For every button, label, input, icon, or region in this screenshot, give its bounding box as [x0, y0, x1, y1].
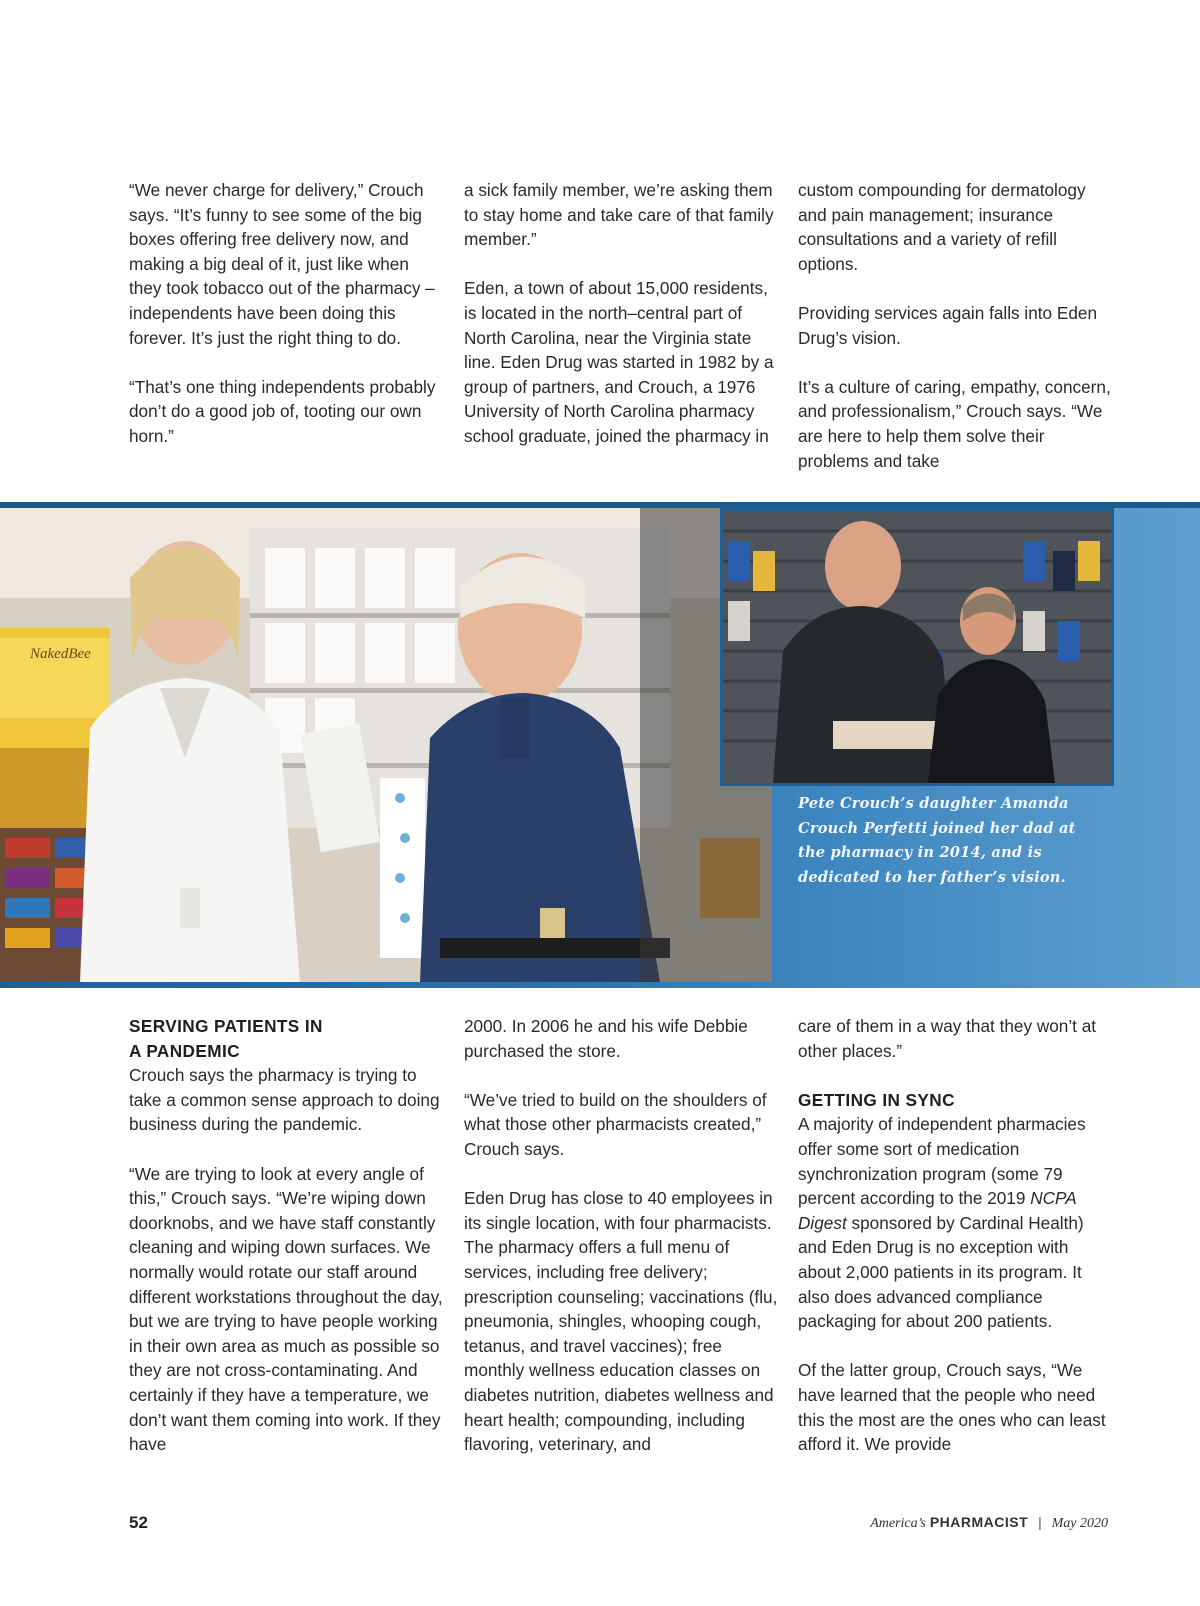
store-aisle-illustration: [723, 511, 1111, 783]
page-number: 52: [129, 1513, 148, 1532]
pharmacy-scene-illustration: [0, 508, 772, 982]
top-column-1: [129, 178, 444, 449]
publication-name-prefix: America’s: [870, 1516, 926, 1531]
paragraph: a sick family member, we’re asking them to stay home and take care of that family member.”: [464, 180, 774, 250]
paragraph: It’s a culture of caring, empathy, concern, and professionalism,” Crouch says. “We are here to help them solve their problems and take: [798, 376, 1111, 471]
paragraph: [798, 1112, 1113, 1333]
issue-date: May 2020: [1051, 1516, 1108, 1531]
father-and-customer-inset-photo: [720, 508, 1114, 786]
top-column-3: [798, 178, 1113, 473]
text-run: sponsored by Cardinal Health) and Eden Drug is no exception with about 2,000 patients in its program. It also does advanced compliance packaging for about 200 patients.: [798, 1212, 1084, 1332]
paragraph: custom compounding for dermatology and pain management; insurance consultations and a variety of refill options.: [798, 180, 1086, 274]
top-column-2: [464, 178, 779, 449]
paragraph: “We never charge for delivery,” Crouch says. “It’s funny to see some of the big boxes offering free delivery now, and making a big deal of it, just like when they took tobacco out of the pharmacy – independents have been doing this forever. It’s just the right thing to do.: [129, 180, 435, 348]
paragraph: Eden Drug has close to 40 employees in its single location, with four pharmacists. The pharmacy offers a full menu of services, including free delivery; prescription counseling; vaccinations (flu, pneumonia, shingles, whooping cough, tetanus, and travel vaccines); free monthly wellness education classes on diabetes nutrition, diabetes wellness and heart health; compounding, including flavoring, veterinary, and: [464, 1188, 778, 1455]
paragraph: Of the latter group, Crouch says, “We have learned that the people who need this the most are the ones who can least afford it. We provide: [798, 1360, 1106, 1455]
running-footer: [870, 1514, 1108, 1532]
paragraph: care of them in a way that they won’t at other places.”: [798, 1016, 1097, 1061]
paragraph: 2000. In 2006 he and his wife Debbie purchased the store.: [464, 1016, 748, 1061]
section-heading: [129, 1014, 444, 1063]
pharmacist-with-customer-photo: [0, 508, 772, 982]
paragraph: “That’s one thing independents probably don’t do a good job of, tooting our own horn.”: [129, 376, 436, 446]
text-run: A majority of independent pharmacies offer some sort of medication synchronization program (some 79 percent according to the 2019: [798, 1114, 1086, 1209]
heading-line-2: A PANDEMIC: [129, 1040, 240, 1061]
photo-caption: Pete Crouch’s daughter Amanda Crouch Perfetti joined her dad at the pharmacy in 2014, and is dedicated to her father’s vision.: [798, 795, 1076, 886]
heading-line-1: SERVING PATIENTS IN: [129, 1016, 323, 1036]
bottom-column-3: [798, 1014, 1113, 1457]
publication-name: PHARMACIST: [929, 1514, 1029, 1530]
bottom-column-1: [129, 1014, 444, 1457]
bottom-column-2: [464, 1014, 779, 1457]
paragraph: “We’ve tried to build on the shoulders of what those other pharmacists created,” Crouch says.: [464, 1089, 767, 1159]
paragraph: Crouch says the pharmacy is trying to take a common sense approach to doing business during the pandemic.: [129, 1065, 440, 1135]
paragraph: Providing services again falls into Eden Drug’s vision.: [798, 302, 1098, 348]
paragraph: Eden, a town of about 15,000 residents, is located in the north–central part of North Carolina, near the Virginia state line. Eden Drug was started in 1982 by a group of partners, and Crouch, a 1976 University of North Carolina pharmacy school graduate, joined the pharmacy in: [464, 278, 774, 446]
sign-text: NakedBee: [30, 646, 91, 662]
section-heading: GETTING IN SYNC: [798, 1089, 955, 1110]
footer-separator: |: [1038, 1514, 1042, 1530]
publication-title: NCPA Digest: [798, 1188, 1077, 1233]
photo-band: [0, 502, 1200, 988]
paragraph: “We are trying to look at every angle of this,” Crouch says. “We’re wiping down doorknobs, and we have staff constantly cleaning and wiping down surfaces. We normally would rotate our staff around different workstations throughout the day, but we are trying to have people working in their own area as much as possible so they are not cross-contaminating. And certainly if they have a temperature, we don’t want them coming into work. If they have: [129, 1163, 443, 1455]
